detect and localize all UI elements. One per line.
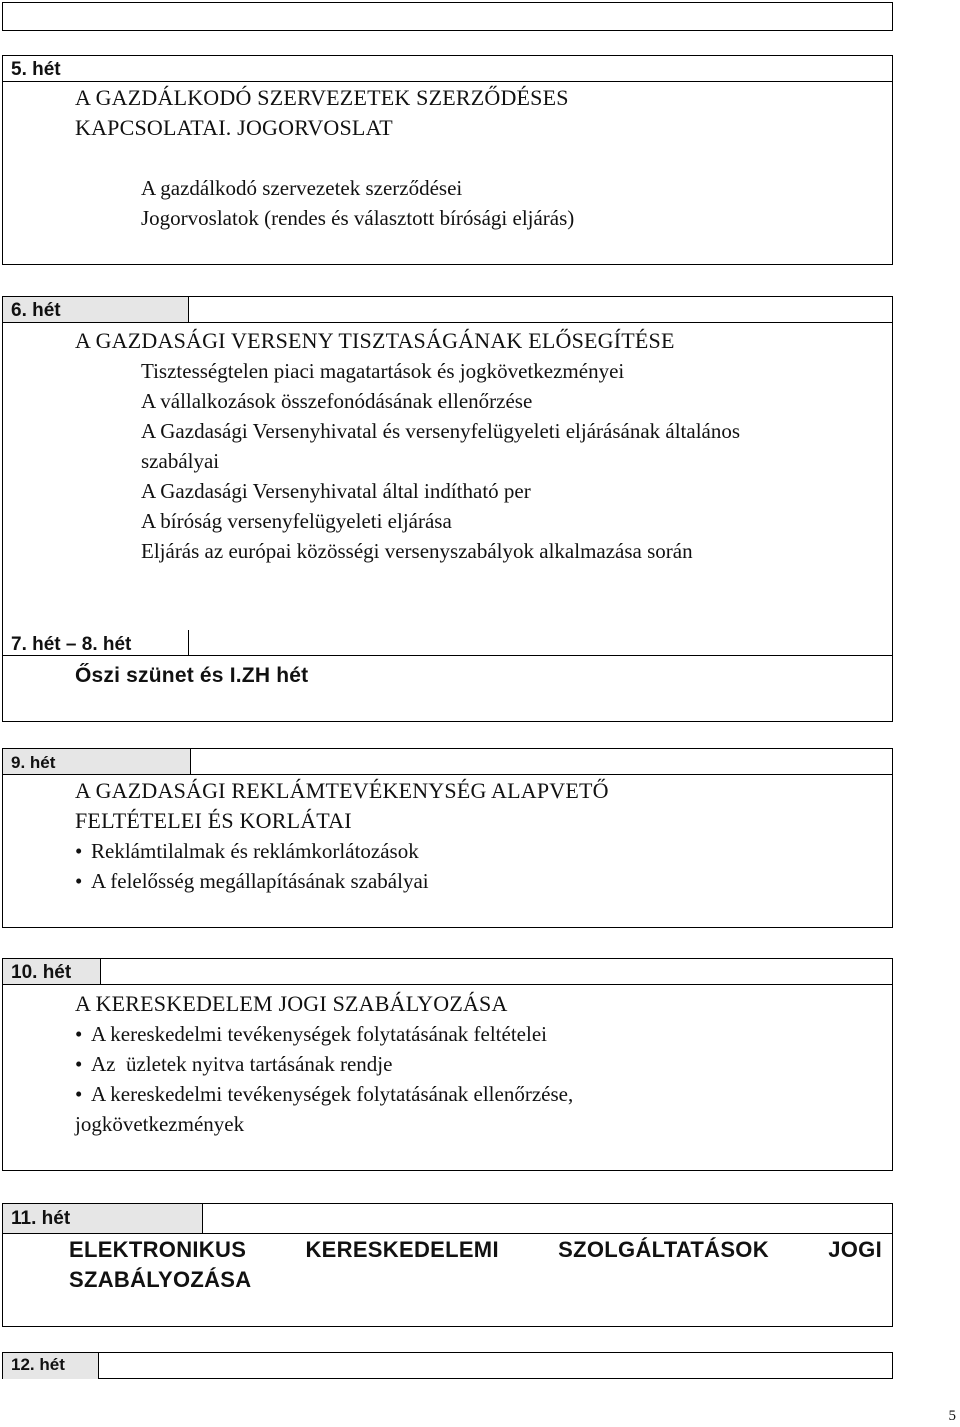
week-10-bullet-item: • A kereskedelmi tevékenységek folytatásának ellenőrzése, bbox=[75, 1079, 880, 1109]
week-11-header-rule bbox=[203, 1204, 892, 1234]
week-9-header-rule bbox=[191, 749, 892, 775]
week-6-item: Eljárás az európai közösségi versenyszabályok alkalmazása során bbox=[141, 539, 693, 563]
week-6-item: Tisztességtelen piaci magatartások és jogkövetkezményei bbox=[141, 359, 625, 383]
week-7-8-box bbox=[2, 630, 893, 722]
bullet-icon: • bbox=[75, 1022, 83, 1046]
week-9-bullet-item: • Reklámtilalmak és reklámkorlátozások bbox=[75, 836, 880, 866]
week-6-label: 6. hét bbox=[11, 300, 61, 321]
week-11-label: 11. hét bbox=[11, 1208, 71, 1229]
week-6-item: A Gazdasági Versenyhivatal által indítható per bbox=[141, 479, 531, 503]
week-9-label: 9. hét bbox=[11, 753, 56, 772]
page-number: 5 bbox=[948, 1408, 956, 1424]
bullet-icon: • bbox=[75, 869, 83, 893]
week-6-title: A GAZDASÁGI VERSENY TISZTASÁGÁNAK ELŐSEGÍTÉSE bbox=[75, 328, 675, 353]
week-5-title-line-1: A GAZDÁLKODÓ SZERVEZETEK SZERZŐDÉSES bbox=[75, 85, 569, 110]
week-9-box bbox=[2, 748, 893, 928]
bullet-icon: • bbox=[75, 1082, 83, 1106]
week-11-title-line-1: ELEKTRONIKUS KERESKEDELEMI SZOLGÁLTATÁSOK JOGI bbox=[69, 1237, 882, 1262]
week-10-box bbox=[2, 958, 893, 1171]
week-6-item: A bíróság versenyfelügyeleti eljárása bbox=[141, 509, 452, 533]
week-12-box bbox=[2, 1352, 893, 1379]
week-5-title-line-2: KAPCSOLATAI. JOGORVOSLAT bbox=[75, 115, 393, 140]
top-empty-box bbox=[2, 2, 893, 31]
week-5-box bbox=[2, 55, 893, 265]
bullet-icon: • bbox=[75, 1052, 83, 1076]
week-5-header-rule bbox=[3, 56, 892, 82]
week-6-header-rule bbox=[189, 297, 892, 323]
bullet-icon: • bbox=[75, 839, 83, 863]
week-10-label: 10. hét bbox=[11, 962, 72, 983]
week-5-item: A gazdálkodó szervezetek szerződései bbox=[141, 176, 463, 200]
week-10-title: A KERESKEDELEM JOGI SZABÁLYOZÁSA bbox=[75, 991, 508, 1016]
week-5-label: 5. hét bbox=[11, 59, 61, 80]
week-12-label: 12. hét bbox=[11, 1355, 65, 1374]
week-9-title-line-1: A GAZDASÁGI REKLÁMTEVÉKENYSÉG ALAPVETŐ bbox=[75, 778, 609, 803]
week-7-8-header-rule bbox=[189, 630, 892, 656]
week-6-item: szabályai bbox=[141, 449, 220, 473]
week-11-title-line-2: SZABÁLYOZÁSA bbox=[69, 1267, 252, 1292]
week-10-bullet-item: • A kereskedelmi tevékenységek folytatásának feltételei bbox=[75, 1019, 880, 1049]
week-10-header-rule bbox=[101, 959, 892, 985]
week-6-item: A vállalkozások összefonódásának ellenőrzése bbox=[141, 389, 533, 413]
week-9-bullet-item: • A felelősség megállapításának szabályai bbox=[75, 866, 880, 896]
week-11-box bbox=[2, 1203, 893, 1327]
week-10-bullet-item: • Az üzletek nyitva tartásának rendje bbox=[75, 1049, 880, 1079]
week-6-item: A Gazdasági Versenyhivatal és versenyfelügyeleti eljárásának általános bbox=[141, 419, 741, 443]
week-7-8-label: 7. hét – 8. hét bbox=[11, 634, 132, 655]
week-5-item: Jogorvoslatok (rendes és választott bírósági eljárás) bbox=[141, 206, 575, 230]
week-9-title-line-2: FELTÉTELEI ÉS KORLÁTAI bbox=[75, 808, 352, 833]
week-6-box bbox=[2, 296, 893, 631]
week-7-8-title: Őszi szünet és I.ZH hét bbox=[75, 664, 309, 687]
week-10-item-continuation: jogkövetkezmények bbox=[75, 1112, 245, 1136]
